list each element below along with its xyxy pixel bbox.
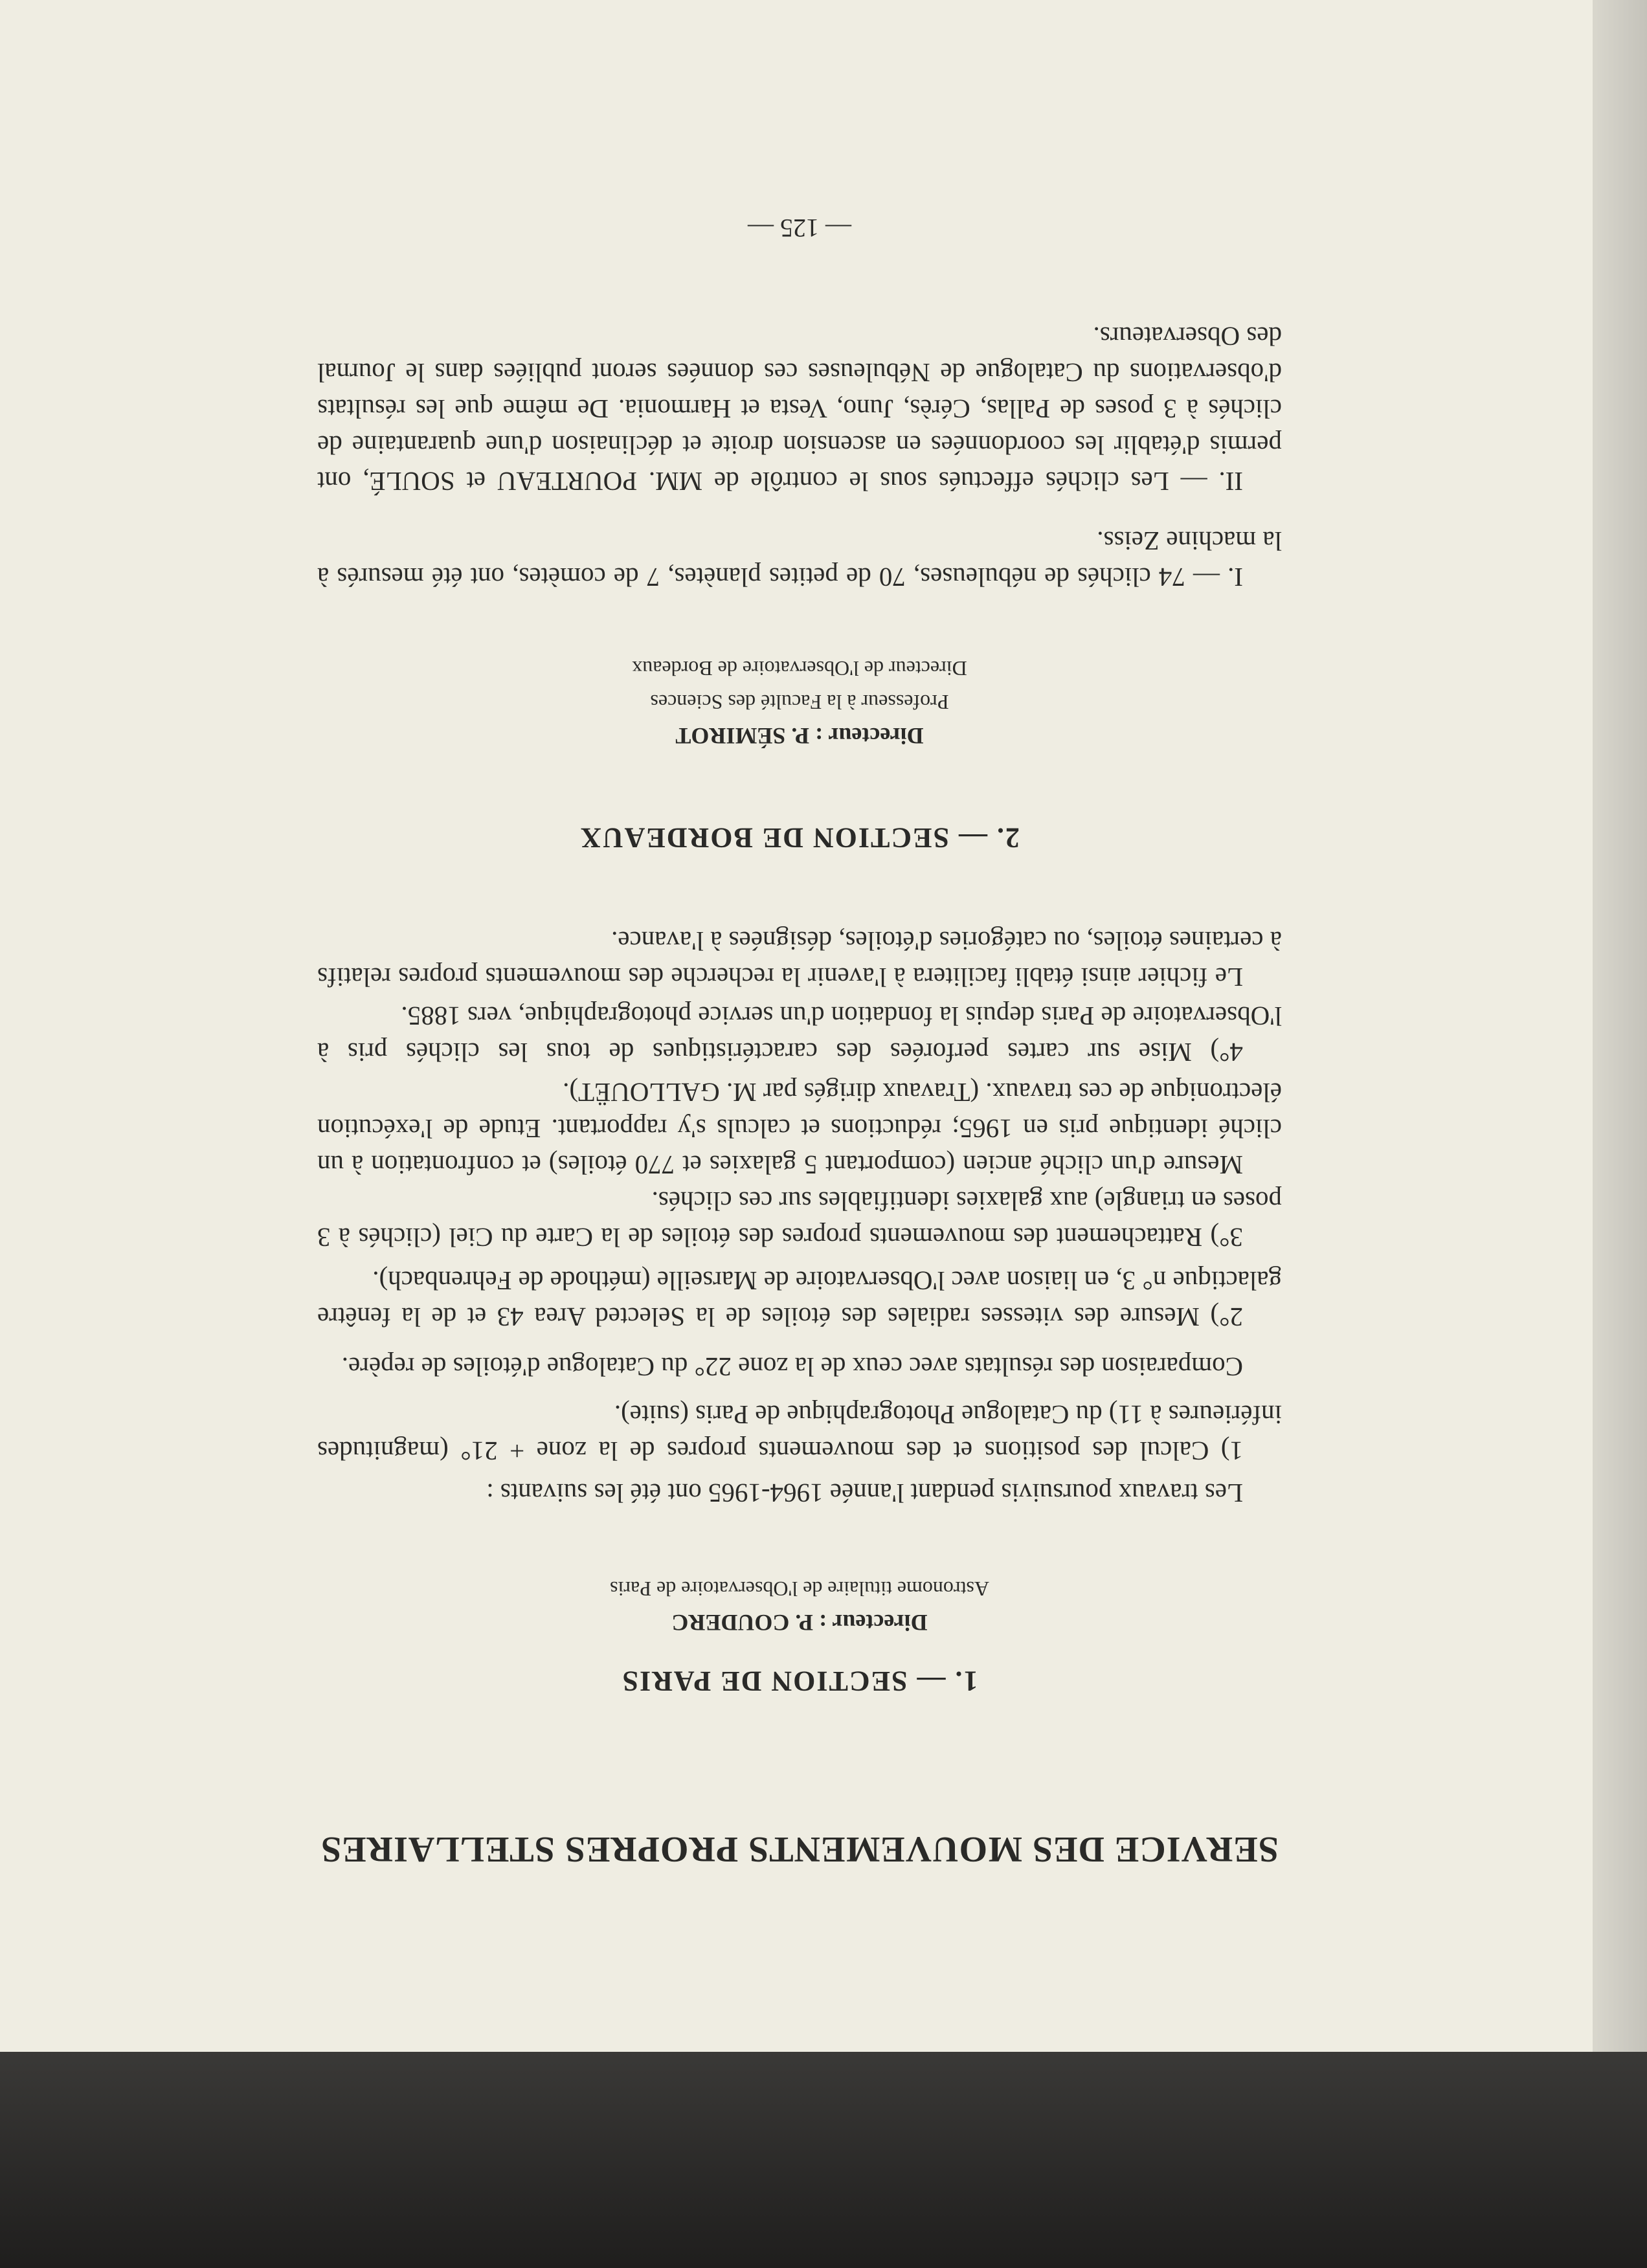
page-number: — 125 — [748,214,851,243]
paragraph: 4°) Mise sur cartes perforées des caractéristiques de tous les clichés pris à l'Observatoire de Paris depuis la fondation d'un service photographique, vers 1885. [317,1001,1282,1067]
paragraph: 2°) Mesure des vitesses radiales des étoiles de la Selected Area 43 et de la fenêtre galactique n° 3, en liaison avec l'Observatoire de Marseille (méthode de Fehrenbach). [317,1266,1282,1332]
section-heading-paris: 1. — SECTION DE PARIS [621,1665,978,1697]
director-paris: Directeur : P. COUDERC [671,1610,928,1636]
director-title-bordeaux-2: Directeur de l'Observatoire de Bordeaux [632,657,967,680]
director-title-bordeaux-1: Professeur à la Faculté des Sciences [650,691,949,714]
page-title: SERVICE DES MOUVEMENTS PROPRES STELLAIRES [320,1829,1279,1869]
paragraph: 1) Calcul des positions et des mouvements propres de la zone + 21° (magnitudes inférieures à 11) du Catalogue Photographique de Paris (suite). [317,1400,1282,1466]
section-heading-bordeaux: 2. — SECTION DE BORDEAUX [579,822,1020,854]
paragraph: Comparaison des résultats avec ceux de la zone 22° du Catalogue d'étoiles de repère. [341,1352,1243,1382]
paragraph: II. — Les clichés effectués sous le contrôle de MM. POURTEAU et SOULÉ, ont permis d'établir les coordonnées en ascension droite et déclinaison d'une quarantaine de clichés à 3 poses de Pallas, Cérès, Juno, Vesta et Harmonia. De même que les résultats d'observations du Catalogue de Nébuleuses ces données seront publiées dans le Journal des Observateurs. [317,322,1282,496]
director-title-paris: Astronome titulaire de l'Observatoire de Paris [609,1577,990,1601]
page-edge [1593,0,1647,2052]
scanner-background [0,2052,1647,2268]
director-bordeaux: Directeur : P. SÉMIROT [675,723,924,749]
paragraph: Le fichier ainsi établi facilitera à l'avenir la recherche des mouvements propres relatifs à certaines étoiles, ou catégories d'étoiles, désignées à l'avance. [317,926,1282,992]
paragraph-intro: Les travaux poursuivis pendant l'année 1964-1965 ont été les suivants : [486,1478,1243,1508]
paragraph: Mesure d'un cliché ancien (comportant 5 galaxies et 770 étoiles) et confrontation à un cliché identique pris en 1965; réductions et calculs s'y rapportant. Etude de l'exécution électronique de ces travaux. (Travaux dirigés par M. GALLOUËT). [317,1078,1282,1180]
paragraph: I. — 74 clichés de nébuleuses, 70 de petites planètes, 7 de comètes, ont été mesurés à la machine Zeiss. [317,526,1282,592]
paragraph: 3°) Rattachement des mouvements propres des étoiles de la Carte du Ciel (clichés à 3 poses en triangle) aux galaxies identifiables sur ces clichés. [317,1186,1282,1252]
